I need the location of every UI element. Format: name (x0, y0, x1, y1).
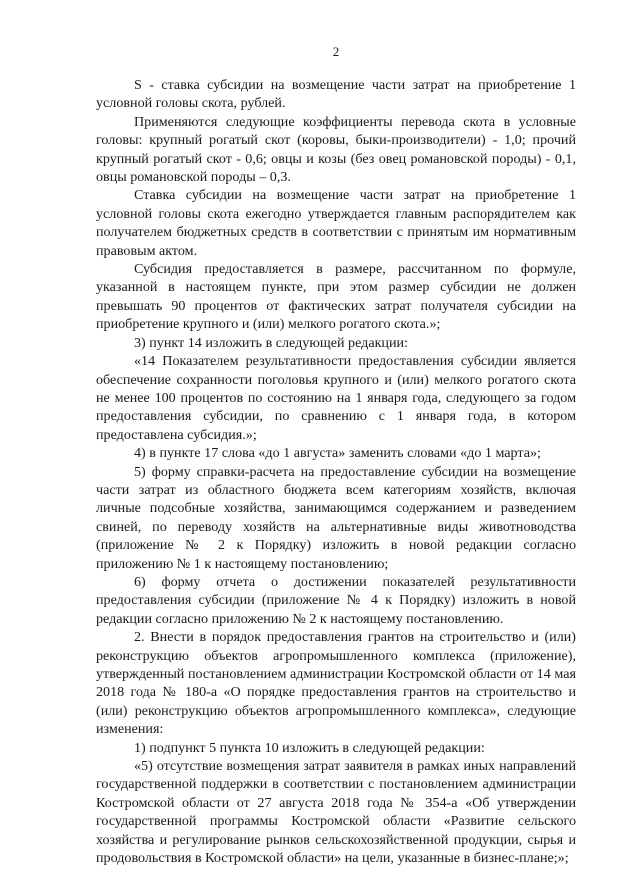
paragraph-rate-approval: Ставка субсидии на возмещение части затрат на приобретение 1 условной головы скота ежегодно утверждается главным распорядителем как получателем бюджетных средств в соответствии с принятым им нормативным правовым актом. (96, 187, 576, 259)
paragraph-clause-14: «14 Показателем результативности предоставления субсидии является обеспечение сохранности поголовья крупного и (или) мелкого рогатого скота не менее 100 процентов по состоянию на 1 января года, следующего за годом предоставления субсидии, по сравнению с 1 января года, в котором предоставлена субсидия.»; (96, 353, 576, 443)
paragraph-item-4: 4) в пункте 17 слова «до 1 августа» заменить словами «до 1 марта»; (134, 445, 541, 462)
paragraph-item-5: 5) форму справки-расчета на предоставление субсидии на возмещение части затрат из областного бюджета всем категориям хозяйств, включая личные подсобные хозяйства, занимающимся содержанием и разведением свиней, по переводу хозяйств на альтернативные виды животноводства (приложение № 2 к Порядку) изложить в новой редакции согласно приложению № 1 к настоящему постановлению; (96, 463, 576, 572)
paragraph-conversion-coefficients: Применяются следующие коэффициенты перевода скота в условные головы: крупный рогатый скот (коровы, быки-производители) - 1,0; прочий крупный рогатый скот - 0,6; овцы и козы (без овец романовской породы) - 0,1, овцы романовской породы – 0,3. (96, 113, 576, 186)
paragraph-section-2: 2. Внести в порядок предоставления грантов на строительство и (или) реконструкцию объектов агропромышленного комплекса (приложение), утвержденный постановлением администрации Костромской области от 14 мая 2018 года № 180-а «О порядке предоставления грантов на строительство и (или) реконструкцию объектов агропромышленного комплекса», следующие изменения: (96, 629, 576, 738)
paragraph-subsidy-limit: Субсидия предоставляется в размере, рассчитанном по формуле, указанной в настоящем пункте, при этом размер субсидии не должен превышать 90 процентов от фактических затрат получателя субсидии на приобретение крупного и (или) мелкого рогатого скота.»; (96, 261, 576, 333)
paragraph-rate-definition: S - ставка субсидии на возмещение части затрат на приобретение 1 условной головы скота, рублей. (96, 77, 576, 112)
paragraph-subitem-5: «5) отсутствие возмещения затрат заявителя в рамках иных направлений государственной поддержки в соответствии с постановлением администрации Костромской области от 27 августа 2018 года № 354-а «Об утверждении государственной программы Костромской области «Развитие сельского хозяйства и регулирование рынков сельскохозяйственной продукции, сырья и продовольствия в Костромской области» на цели, указанные в бизнес-плане;»; (96, 758, 576, 867)
page-number: 2 (332, 44, 340, 59)
document-body (96, 76, 576, 867)
paragraph-item-6: 6) форму отчета о достижении показателей результативности предоставления субсидии (приложение № 4 к Порядку) изложить в новой редакции согласно приложению № 2 к настоящему постановлению. (96, 573, 576, 627)
paragraph-subitem-1: 1) подпункт 5 пункта 10 изложить в следующей редакции: (134, 739, 485, 756)
paragraph-item-3: 3) пункт 14 изложить в следующей редакции: (134, 334, 408, 351)
